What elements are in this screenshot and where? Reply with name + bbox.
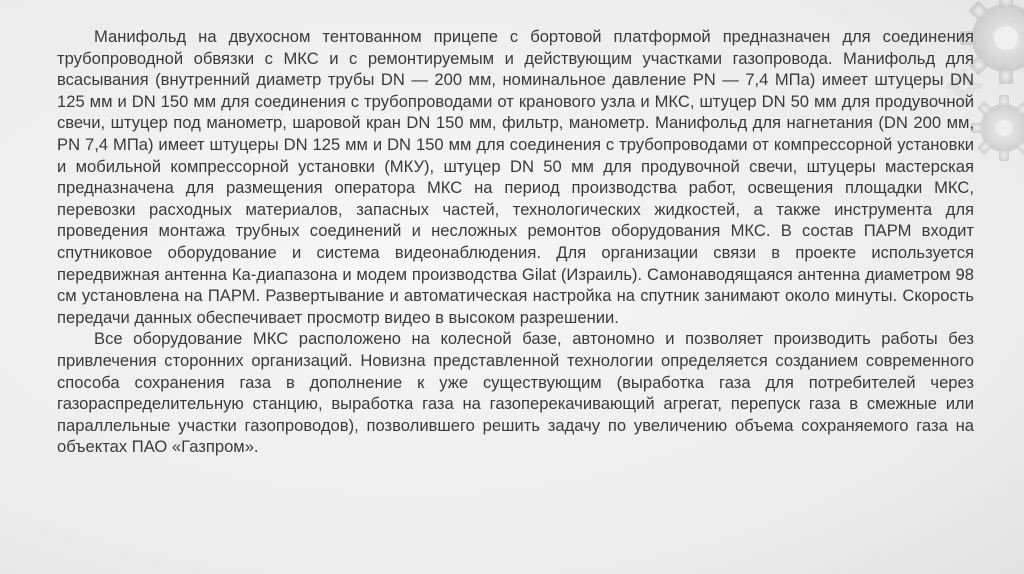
paragraph-technology: Все оборудование МКС расположено на колесной базе, автономно и позволяет производить работы без привлечения сторонних организаций. Новизна представленной технологии определяется созданием современного способа сохранения газа в дополнение к уже существующим (выработка газа для потребителей через газораспределительную станцию, выработка газа на газоперекачивающий агрегат, перепуск газа в смежные или параллельные участки газопроводов), позволившего решить задачу по увеличению объема сохраняемого газа на объектах ПАО «Газпром». xyxy=(57,329,974,457)
body-text xyxy=(57,26,974,458)
paragraph-equipment: Манифольд на двухосном тентованном прицепе с бортовой платформой предназначен для соединения трубопроводной обвязки с МКС и с ремонтируемым и действующим участками газопровода. Манифольд для всасывания (внутренний диаметр трубы DN — 200 мм, номинальное давление PN — 7,4 МПа) имеет штуцеры DN 125 мм и DN 150 мм для соединения с трубопроводами от кранового узла и МКС, штуцер DN 50 мм для продувочной свечи, штуцер под манометр, шаровой кран DN 150 мм, фильтр, манометр. Манифольд для нагнетания (DN 200 мм, PN 7,4 МПа) имеет штуцеры DN 125 мм и DN 150 мм для соединения с трубопроводами от компрессорной установки и мобильной компрессорной установки (МКУ), штуцер DN 50 мм для продувочной свечи, штуцеры мастерская предназначена для размещения оператора МКС на период производства работ, освещения площадки МКС, перевозки расходных материалов, запасных частей, технологических жидкостей, а также инструмента для проведения монтажа трубных соединений и несложных ремонтов оборудования МКС. В состав ПАРМ входит спутниковое оборудование и система видеонаблюдения. Для организации связи в проекте используется передвижная антенна Ка-диапазона и модем производства Gilat (Израиль). Самонаводящаяся антенна диаметром 98 см установлена на ПАРМ. Развертывание и автоматическая настройка на спутник занимают около минуты. Скорость передачи данных обеспечивает просмотр видео в высоком разрешении. xyxy=(57,27,974,327)
